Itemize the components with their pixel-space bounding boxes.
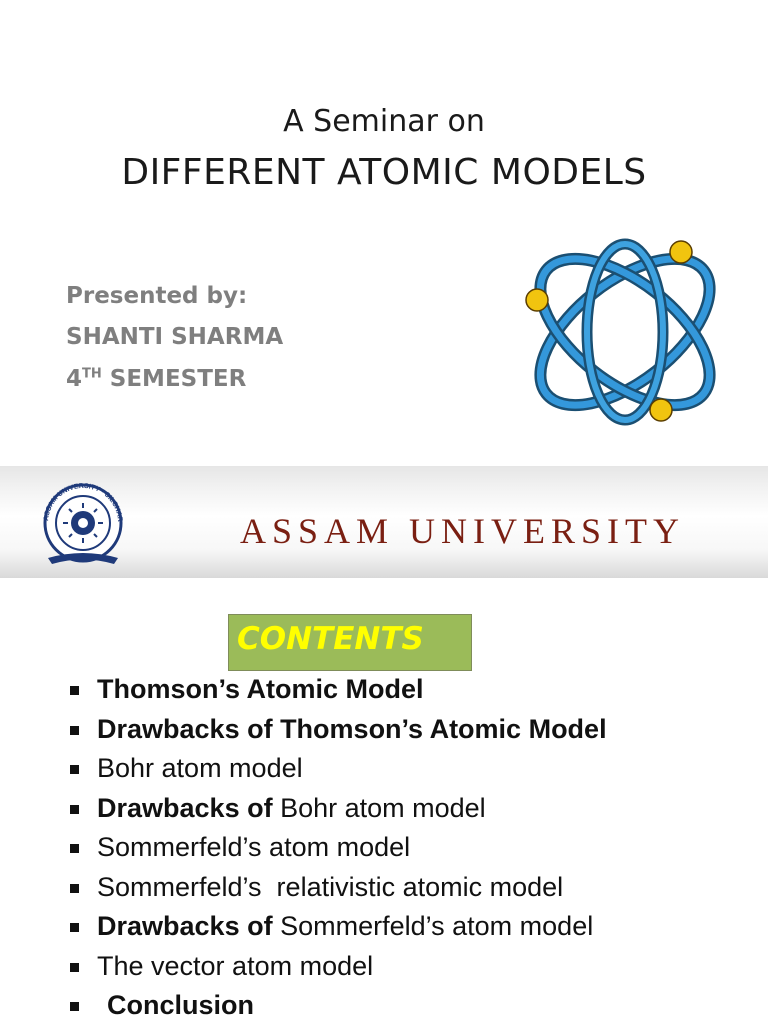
- university-name: ASSAM UNIVERSITY: [240, 511, 686, 551]
- item-bold: Drawbacks of: [97, 792, 273, 823]
- bullet-icon: [70, 963, 79, 972]
- bullet-icon: [70, 765, 79, 774]
- bullet-icon: [70, 844, 79, 853]
- semester-word: SEMESTER: [109, 366, 247, 392]
- list-item: [66, 749, 607, 789]
- contents-list: [66, 670, 607, 1026]
- item-text: Sommerfeld’s atom model: [272, 911, 594, 941]
- item-bold: Conclusion: [107, 990, 254, 1020]
- bullet-icon: [70, 923, 79, 932]
- semester-suffix: TH: [82, 366, 102, 382]
- slide-title: DIFFERENT ATOMIC MODELS: [121, 152, 647, 193]
- item-bold: Drawbacks of: [97, 911, 273, 941]
- bullet-icon: [70, 1002, 79, 1011]
- bullet-icon: [70, 726, 79, 735]
- seal-text: ASSAM UNIVERSITY • SILCHAR: [43, 482, 124, 523]
- list-item: [66, 828, 607, 868]
- bullet-icon: [70, 884, 79, 893]
- bullet-icon: [70, 805, 79, 814]
- item-bold: Thomson’s Atomic Model: [97, 674, 424, 704]
- list-item: [66, 947, 607, 987]
- list-item: [66, 986, 607, 1026]
- item-text: Bohr atom model: [272, 792, 486, 823]
- item-bold: Drawbacks of Thomson’s Atomic Model: [97, 713, 607, 744]
- item-text: Sommerfeld’s relativistic atomic model: [97, 871, 564, 902]
- university-seal-icon: [28, 478, 138, 568]
- item-text: Bohr atom model: [97, 753, 303, 783]
- presenter-label: Presented by:: [66, 283, 248, 309]
- item-text: Sommerfeld’s atom model: [97, 832, 411, 862]
- item-text: The vector atom model: [97, 950, 374, 981]
- list-item: [66, 710, 607, 750]
- semester-number: 4: [66, 366, 83, 392]
- list-item: [66, 670, 607, 710]
- bullet-icon: [70, 686, 79, 695]
- list-item: [66, 789, 607, 829]
- presenter-name: SHANTI SHARMA: [66, 324, 284, 350]
- contents-heading: CONTENTS: [237, 621, 424, 657]
- list-item: [66, 907, 607, 947]
- atom-icon: [515, 232, 735, 432]
- slide-pretitle: A Seminar on: [283, 104, 485, 139]
- contents-heading-box: [228, 614, 472, 671]
- list-item: [66, 868, 607, 908]
- presenter-semester: [66, 366, 246, 392]
